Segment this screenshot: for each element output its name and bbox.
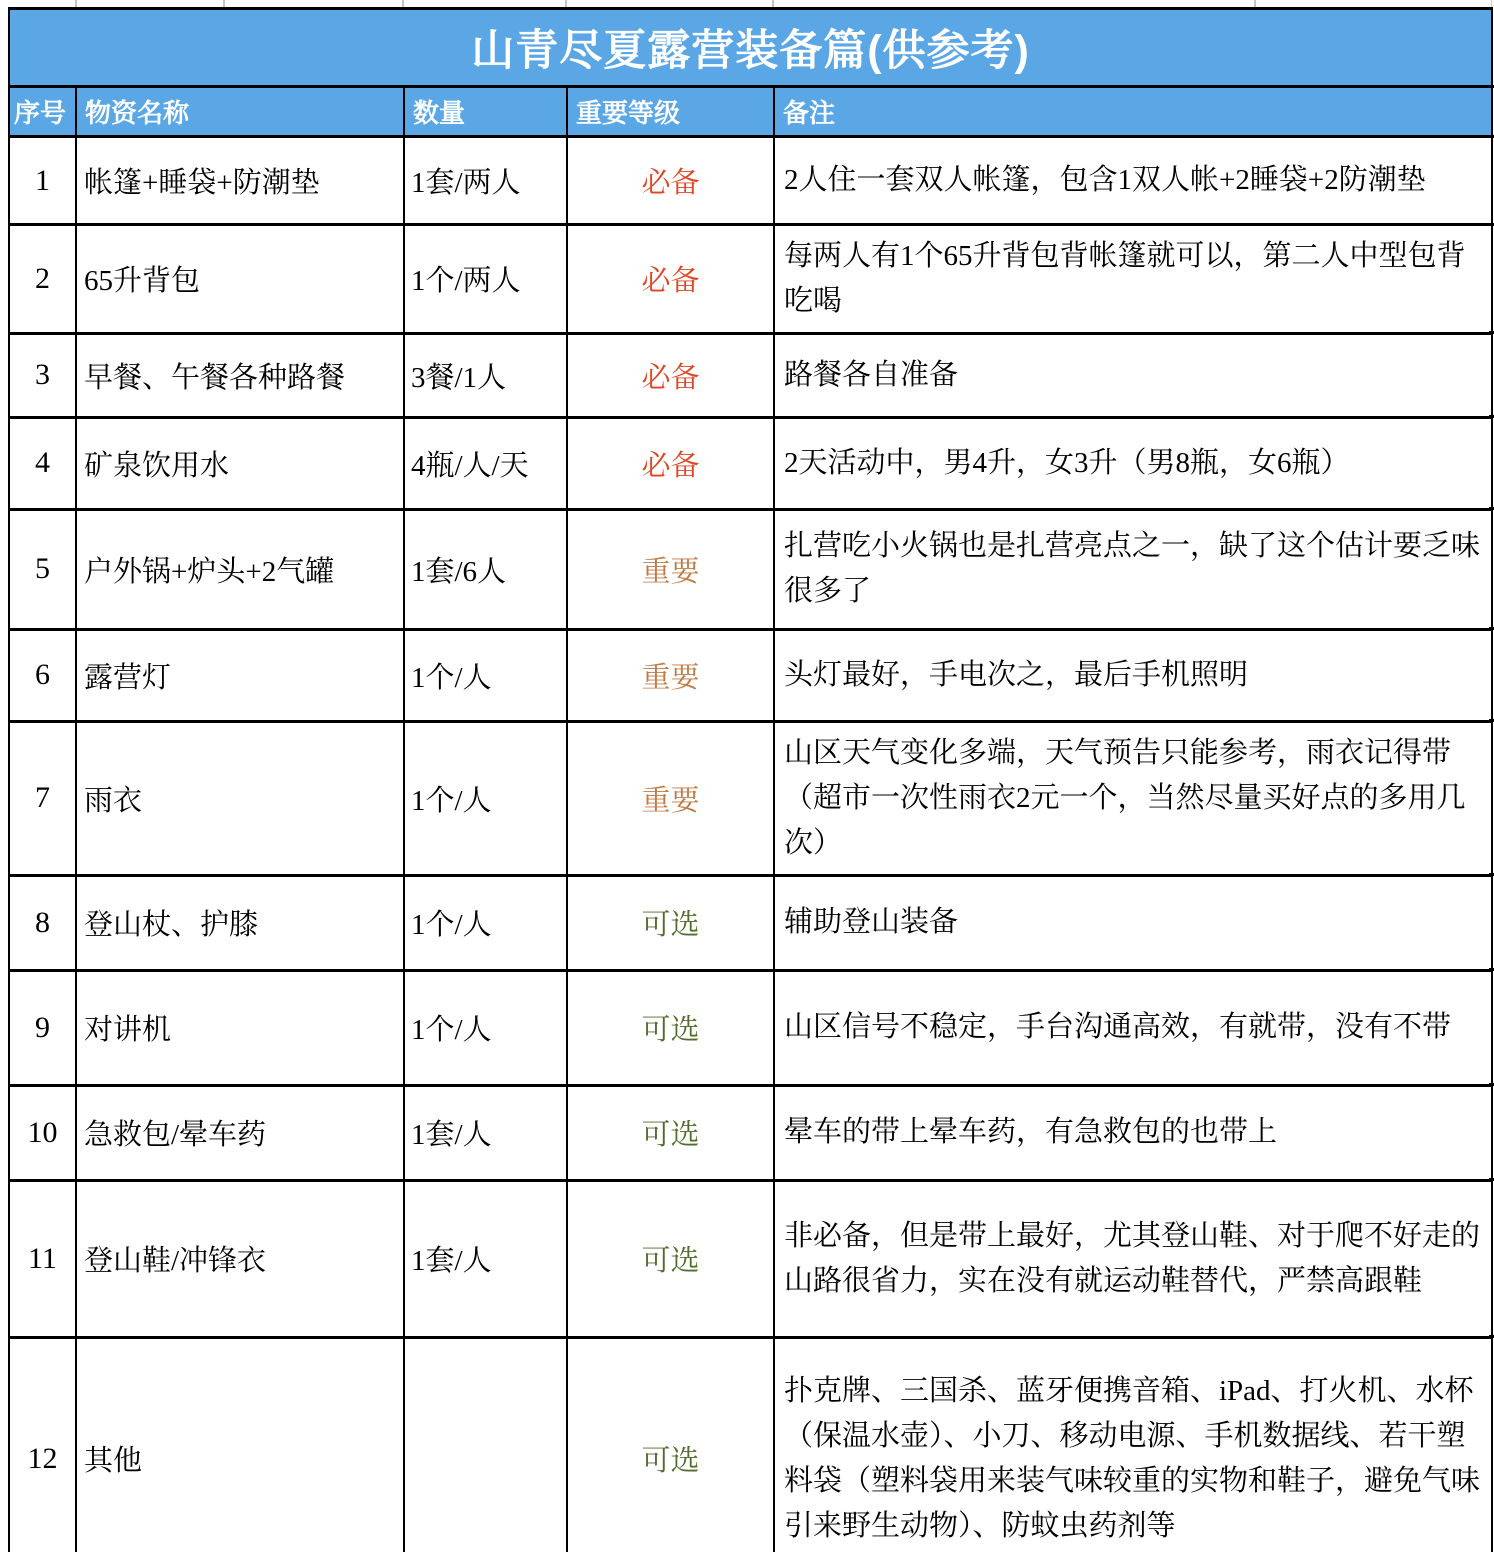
cell-item-name: 帐篷+睡袋+防潮垫	[76, 137, 404, 225]
table-row	[9, 1085, 1492, 1180]
cell-serial: 10	[9, 1085, 76, 1180]
cell-quantity: 1套/两人	[404, 137, 567, 225]
table-row	[9, 1337, 1492, 1552]
row-border-nub	[1489, 1083, 1494, 1086]
row-border-nub	[1489, 135, 1494, 138]
table-row	[9, 137, 1492, 225]
cell-importance: 重要	[567, 509, 774, 629]
cell-serial: 5	[9, 509, 76, 629]
gridline-tick	[402, 0, 404, 7]
equipment-table	[8, 7, 1493, 1552]
cell-serial: 1	[9, 137, 76, 225]
cell-note: 扑克牌、三国杀、蓝牙便携音箱、iPad、打火机、水杯（保温水壶）、小刀、移动电源、手机数据线、若干塑料袋（塑料袋用来装气味较重的实物和鞋子，避免气味引来野生动物）、防蚊虫药剂等	[774, 1337, 1492, 1552]
cell-note: 每两人有1个65升背包背帐篷就可以，第二人中型包背吃喝	[774, 225, 1492, 334]
cell-serial: 4	[9, 417, 76, 509]
row-border-nub	[1489, 415, 1494, 418]
cell-quantity: 1个/人	[404, 629, 567, 721]
cell-quantity: 1套/人	[404, 1180, 567, 1337]
cell-importance: 可选	[567, 1337, 774, 1552]
gridline-tick	[772, 0, 774, 7]
cell-item-name: 早餐、午餐各种路餐	[76, 333, 404, 417]
table-row	[9, 970, 1492, 1085]
gridline-tick	[1254, 0, 1256, 7]
row-border-nub	[1489, 873, 1494, 876]
row-border-nub	[1489, 627, 1494, 630]
column-header-importance: 重要等级	[567, 87, 774, 137]
cell-item-name: 户外锅+炉头+2气罐	[76, 509, 404, 629]
row-border-nub	[1489, 223, 1494, 226]
cell-importance: 重要	[567, 721, 774, 875]
header-row	[9, 87, 1492, 137]
cell-note: 路餐各自准备	[774, 333, 1492, 417]
cell-quantity: 1个/人	[404, 721, 567, 875]
cell-serial: 3	[9, 333, 76, 417]
column-header-quantity: 数量	[404, 87, 567, 137]
gridline-strip	[0, 0, 1494, 7]
column-header-serial: 序号	[9, 87, 76, 137]
cell-note: 山区信号不稳定，手台沟通高效，有就带，没有不带	[774, 970, 1492, 1085]
cell-serial: 12	[9, 1337, 76, 1552]
page-title: 山青尽夏露营装备篇(供参考)	[9, 9, 1492, 87]
cell-item-name: 登山鞋/冲锋衣	[76, 1180, 404, 1337]
cell-item-name: 对讲机	[76, 970, 404, 1085]
cell-importance: 可选	[567, 1180, 774, 1337]
table-row	[9, 509, 1492, 629]
gridline-tick	[75, 0, 77, 7]
table-row	[9, 333, 1492, 417]
cell-note: 扎营吃小火锅也是扎营亮点之一，缺了这个估计要乏味很多了	[774, 509, 1492, 629]
gridline-tick	[565, 0, 567, 7]
cell-item-name: 登山杖、护膝	[76, 875, 404, 970]
cell-serial: 11	[9, 1180, 76, 1337]
cell-item-name: 急救包/晕车药	[76, 1085, 404, 1180]
cell-quantity: 1个/人	[404, 970, 567, 1085]
row-border-nub	[1489, 719, 1494, 722]
table-row	[9, 721, 1492, 875]
row-border-nub	[1489, 1178, 1494, 1181]
cell-quantity: 1个/两人	[404, 225, 567, 334]
cell-quantity: 1个/人	[404, 875, 567, 970]
cell-importance: 可选	[567, 875, 774, 970]
cell-quantity: 1套/人	[404, 1085, 567, 1180]
cell-note: 晕车的带上晕车药，有急救包的也带上	[774, 1085, 1492, 1180]
table-row	[9, 225, 1492, 334]
cell-note: 2天活动中，男4升，女3升（男8瓶，女6瓶）	[774, 417, 1492, 509]
cell-quantity: 4瓶/人/天	[404, 417, 567, 509]
title-row	[9, 9, 1492, 87]
table-row	[9, 629, 1492, 721]
table-row	[9, 417, 1492, 509]
cell-note: 非必备，但是带上最好，尤其登山鞋、对于爬不好走的山路很省力，实在没有就运动鞋替代，严禁高跟鞋	[774, 1180, 1492, 1337]
cell-importance: 必备	[567, 225, 774, 334]
cell-item-name: 其他	[76, 1337, 404, 1552]
table-row	[9, 1180, 1492, 1337]
cell-item-name: 露营灯	[76, 629, 404, 721]
cell-note: 2人住一套双人帐篷，包含1双人帐+2睡袋+2防潮垫	[774, 137, 1492, 225]
table-row	[9, 875, 1492, 970]
cell-item-name: 65升背包	[76, 225, 404, 334]
row-border-nub	[1489, 507, 1494, 510]
cell-importance: 必备	[567, 137, 774, 225]
cell-importance: 重要	[567, 629, 774, 721]
cell-note: 辅助登山装备	[774, 875, 1492, 970]
row-border-nub	[1489, 331, 1494, 334]
cell-serial: 2	[9, 225, 76, 334]
cell-serial: 8	[9, 875, 76, 970]
cell-quantity: 3餐/1人	[404, 333, 567, 417]
row-border-nub	[1489, 85, 1494, 88]
cell-item-name: 雨衣	[76, 721, 404, 875]
cell-serial: 9	[9, 970, 76, 1085]
cell-importance: 可选	[567, 970, 774, 1085]
row-border-nub	[1489, 968, 1494, 971]
cell-item-name: 矿泉饮用水	[76, 417, 404, 509]
column-header-item-name: 物资名称	[76, 87, 404, 137]
cell-importance: 必备	[567, 333, 774, 417]
cell-importance: 必备	[567, 417, 774, 509]
column-header-note: 备注	[774, 87, 1492, 137]
cell-importance: 可选	[567, 1085, 774, 1180]
row-border-nub	[1489, 1335, 1494, 1338]
cell-serial: 7	[9, 721, 76, 875]
cell-note: 山区天气变化多端，天气预告只能参考，雨衣记得带（超市一次性雨衣2元一个，当然尽量买好点的多用几次）	[774, 721, 1492, 875]
cell-quantity: 1套/6人	[404, 509, 567, 629]
gridline-tick	[223, 0, 225, 7]
cell-serial: 6	[9, 629, 76, 721]
cell-note: 头灯最好，手电次之，最后手机照明	[774, 629, 1492, 721]
cell-quantity	[404, 1337, 567, 1552]
